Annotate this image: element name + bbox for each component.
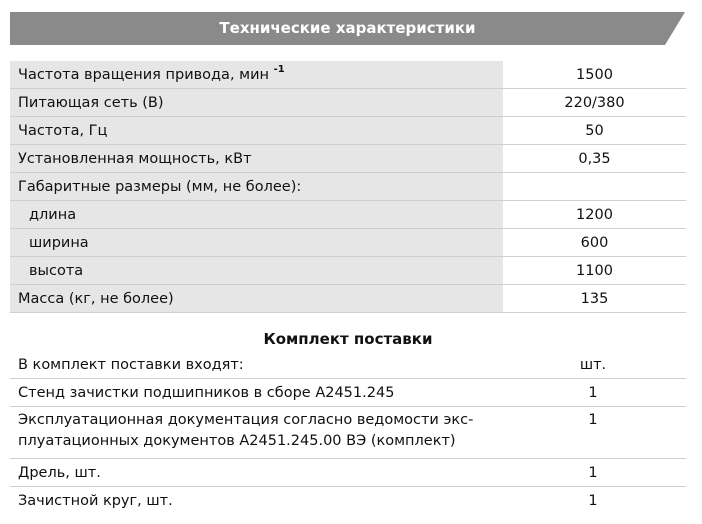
table-row xyxy=(10,145,686,173)
spec-value: 600 xyxy=(503,229,686,257)
kit-item-qty: 1 xyxy=(588,493,598,509)
table-row xyxy=(10,173,686,201)
kit-item-qty: шт. xyxy=(500,352,686,379)
spec-label: Установленная мощность, кВт xyxy=(10,145,503,173)
spec-value: 220/380 xyxy=(503,89,686,117)
spec-label: ширина xyxy=(10,229,503,257)
spec-unit-superscript: -1 xyxy=(273,63,285,75)
spec-value: 135 xyxy=(503,285,686,313)
spec-value: 1100 xyxy=(503,257,686,285)
table-row xyxy=(10,487,686,516)
kit-item-label: Стенд зачистки подшипников в сборе А2451.245 xyxy=(10,379,500,407)
kit-item-label-line: Эксплуатационная документация согласно ведомости экс- xyxy=(18,412,474,428)
spec-value: 50 xyxy=(503,117,686,145)
spec-label: Питающая сеть (В) xyxy=(10,89,503,117)
spec-label-text: Частота вращения привода, мин xyxy=(18,66,270,83)
specs-table xyxy=(10,61,686,313)
section-header xyxy=(10,12,685,45)
spec-value: 0,35 xyxy=(503,145,686,173)
spec-label: длина xyxy=(10,201,503,229)
kit-table xyxy=(10,352,686,515)
kit-item-label: Зачистной круг, шт. xyxy=(18,493,173,509)
table-row xyxy=(10,257,686,285)
kit-item-qty: 1 xyxy=(500,459,686,487)
table-row xyxy=(10,352,686,379)
table-row xyxy=(10,285,686,313)
table-row xyxy=(10,89,686,117)
kit-item-qty: 1 xyxy=(500,379,686,407)
kit-title: Комплект поставки xyxy=(263,330,433,348)
spec-label: Частота, Гц xyxy=(10,117,503,145)
kit-item-label xyxy=(10,407,500,459)
kit-item-label: В комплект поставки входят: xyxy=(10,352,500,379)
spec-label xyxy=(10,61,503,89)
kit-item-qty: 1 xyxy=(500,407,686,459)
kit-item-label: Дрель, шт. xyxy=(10,459,500,487)
table-row xyxy=(10,229,686,257)
section-title: Технические характеристики xyxy=(219,19,476,37)
table-row xyxy=(10,459,686,487)
table-row xyxy=(10,117,686,145)
spec-value xyxy=(503,173,686,201)
table-row xyxy=(10,379,686,407)
table-row xyxy=(10,407,686,459)
table-row xyxy=(10,61,686,89)
kit-item-label-line: плуатационных документов А2451.245.00 ВЭ (комплект) xyxy=(18,433,456,449)
spec-value: 1200 xyxy=(503,201,686,229)
spec-value: 1500 xyxy=(503,61,686,89)
spec-label: Габаритные размеры (мм, не более): xyxy=(10,173,503,201)
table-row xyxy=(10,201,686,229)
spec-label: высота xyxy=(10,257,503,285)
spec-label: Масса (кг, не более) xyxy=(10,285,503,313)
